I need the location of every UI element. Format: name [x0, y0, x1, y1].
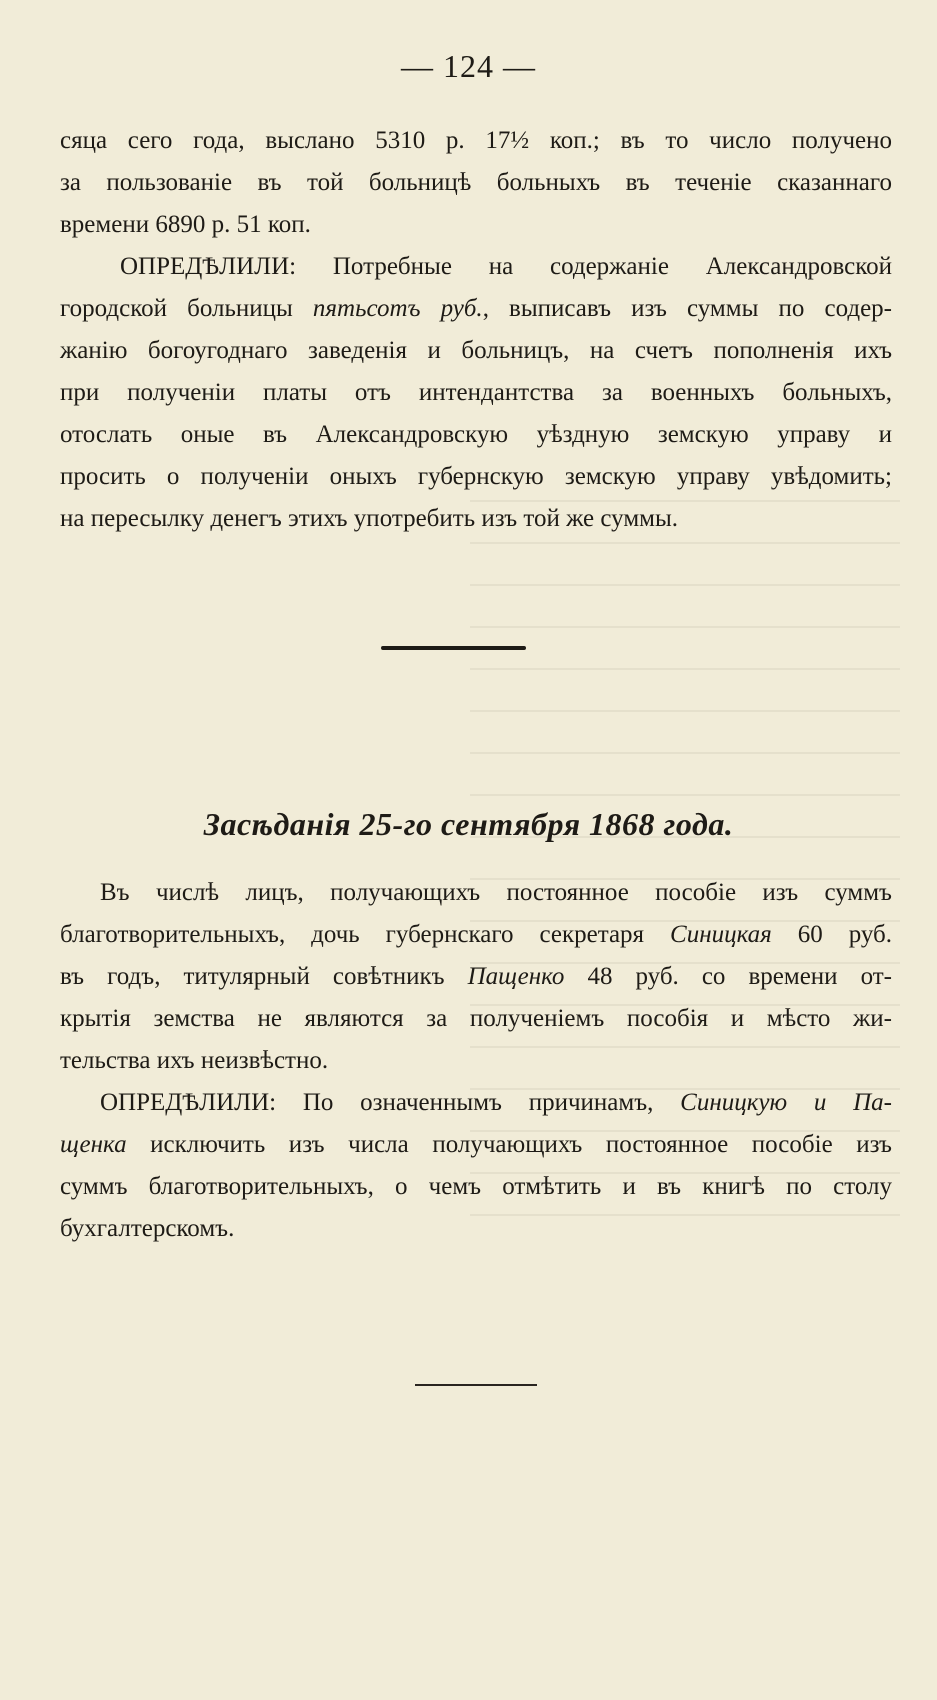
italic-name: щенка	[60, 1131, 127, 1158]
text-run: , выписавъ изъ суммы по содер-	[482, 295, 892, 322]
text-run: 48 руб. со времени от-	[564, 963, 892, 990]
section-divider	[381, 646, 526, 650]
paragraph-block-1	[60, 120, 892, 540]
text-run: благотворительныхъ, дочь губернскаго секретаря	[60, 921, 671, 948]
resolution-line	[60, 1082, 892, 1124]
text-line	[60, 914, 892, 956]
resolution-label: ОПРЕДѢЛИЛИ:	[100, 1089, 277, 1116]
text-line	[60, 956, 892, 998]
text-run: 60 руб.	[771, 921, 893, 948]
text-line	[60, 288, 892, 330]
resolution-label: ОПРЕДѢЛИЛИ:	[120, 253, 297, 280]
text-line: тельства ихъ неизвѣстно.	[60, 1047, 329, 1074]
text-line: отослать оные въ Александровскую уѣздную земскую управу и	[60, 421, 892, 448]
text-line: бухгалтерскомъ.	[60, 1215, 235, 1242]
text-line: Въ числѣ лицъ, получающихъ постоянное пособіе изъ суммъ	[100, 879, 892, 906]
text-line: за пользованіе въ той больницѣ больныхъ въ теченіе сказаннаго	[60, 169, 892, 196]
page-number: — 124 —	[401, 48, 536, 84]
italic-name: Синицкая	[670, 921, 772, 948]
session-heading: Засѣданія 25-го сентября 1868 года.	[203, 806, 734, 842]
text-line: крытія земства не являются за полученіемъ пособія и мѣсто жи-	[60, 1005, 892, 1032]
text-run: По означеннымъ причинамъ,	[302, 1089, 681, 1116]
text-line	[60, 1124, 892, 1166]
italic-amount: пятьсотъ руб.	[312, 295, 483, 322]
end-divider	[415, 1384, 537, 1386]
text-line: времени 6890 р. 51 коп.	[60, 211, 311, 238]
resolution-line	[60, 246, 892, 288]
italic-names: Синицкую и Па-	[680, 1089, 893, 1116]
text-run: городской больницы	[60, 295, 313, 322]
italic-name: Пащенко	[467, 963, 565, 990]
resolution-text: Потребные на содержаніе Александровской	[332, 253, 892, 280]
text-run: въ годъ, титулярный совѣтникъ	[60, 963, 468, 990]
text-line: при полученіи платы отъ интендантства за военныхъ больныхъ,	[60, 379, 892, 406]
text-line: на пересылку денегъ этихъ употребить изъ той же суммы.	[60, 505, 679, 532]
text-run: исключить изъ числа получающихъ постоянное пособіе изъ	[126, 1131, 892, 1158]
text-line: просить о полученіи оныхъ губернскую земскую управу увѣдомить;	[60, 463, 892, 490]
paragraph-block-2	[60, 872, 892, 1250]
text-line: сяца сего года, выслано 5310 р. 17½ коп.; въ то число получено	[60, 127, 892, 154]
text-line: жанію богоугоднаго заведенія и больницъ, на счетъ пополненія ихъ	[60, 337, 892, 364]
text-line: суммъ благотворительныхъ, о чемъ отмѣтить и въ книгѣ по столу	[60, 1173, 892, 1200]
